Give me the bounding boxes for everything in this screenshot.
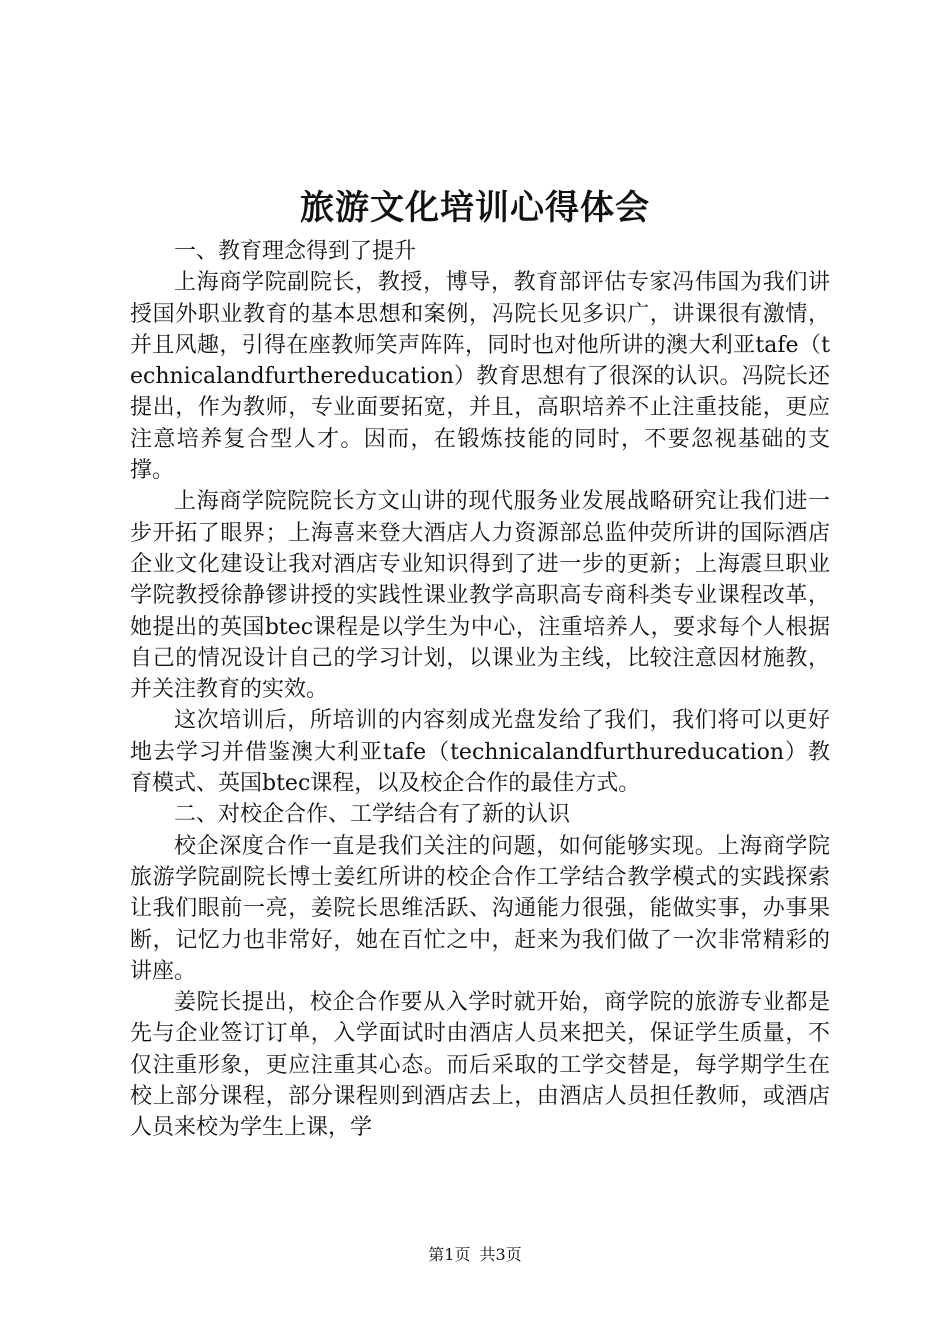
section-heading-2: 二、对校企合作、工学结合有了新的认识 — [174, 802, 571, 828]
paragraph-4: 校企深度合作一直是我们关注的问题，如何能够实现。上海商学院旅游学院副院长博士姜红所讲的校企合作工学结合教学模式的实践探索让我们眼前一亮，姜院长思维活跃、沟通能力很强，能做实事，办事果断，记忆力也非常好，她在百忙之中，赶来为我们做了一次非常精彩的讲座。 — [130, 833, 830, 984]
section-heading-1: 一、教育理念得到了提升 — [174, 239, 417, 264]
page-footer — [0, 1244, 950, 1266]
paragraph-3: 这次培训后，所培训的内容刻成光盘发给了我们，我们将可以更好地去学习并借鉴澳大利亚tafe（technicalandfurthureducation）教育模式、英国btec课程，以及校企合作的最佳方式。 — [130, 708, 830, 797]
paragraph-1: 上海商学院副院长，教授，博导，教育部评估专家冯伟国为我们讲授国外职业教育的基本思想和案例，冯院长见多识广，讲课很有激情，并且风趣，引得在座教师笑声阵阵，同时也对他所讲的澳大利亚tafe（technicalandfurthereducation）教育思想有了很深的认识。冯院长还提出，作为教师，专业面要拓宽，并且，高职培养不止注重技能，更应注意培养复合型人才。因而，在锻炼技能的同时，不要忽视基础的支撑。 — [130, 270, 830, 484]
paragraph-2: 上海商学院院院长方文山讲的现代服务业发展战略研究让我们进一步开拓了眼界；上海喜来登大酒店人力资源部总监仲荧所讲的国际酒店企业文化建设让我对酒店专业知识得到了进一步的更新；上海震旦职业学院教授徐静镠讲授的实践性课业教学高职高专商科类专业课程改革，她提出的英国btec课程是以学生为中心，注重培养人，要求每个人根据自己的情况设计自己的学习计划，以课业为主线，比较注意因材施教，并关注教育的实效。 — [130, 489, 830, 703]
page-indicator: 第1页 共3页 — [428, 1245, 522, 1264]
paragraph-5: 姜院长提出，校企合作要从入学时就开始，商学院的旅游专业都是先与企业签订订单，入学面试时由酒店人员来把关，保证学生质量，不仅注重形象，更应注重其心态。而后采取的工学交替是，每学期学生在校上部分课程，部分课程则到酒店去上，由酒店人员担任教师，或酒店人员来校为学生上课，学 — [130, 990, 830, 1141]
document-title: 旅游文化培训心得体会 — [300, 188, 650, 228]
document-body — [130, 236, 830, 1144]
